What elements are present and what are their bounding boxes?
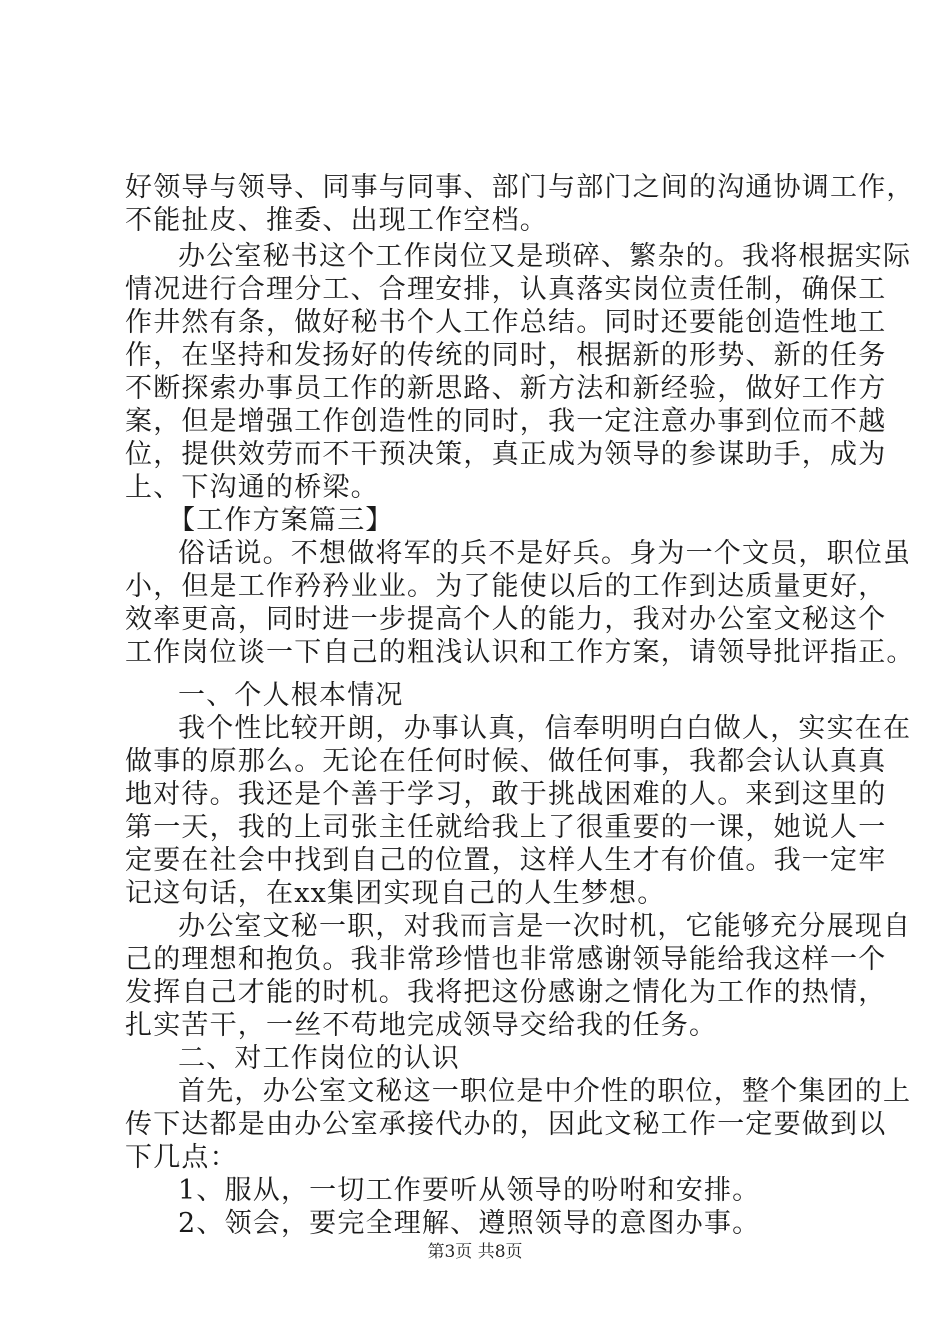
subsection-heading: 一、个人根本情况 bbox=[178, 680, 404, 711]
text-line: 效率更高，同时进一步提高个人的能力，我对办公室文秘这个 bbox=[125, 604, 887, 635]
section-heading: 【工作方案篇三】 bbox=[168, 505, 394, 536]
text-line: 定要在社会中找到自己的位置，这样人生才有价值。我一定牢 bbox=[125, 845, 887, 876]
text-line: 我个性比较开朗，办事认真，信奉明明白白做人，实实在在 bbox=[178, 713, 912, 744]
text-line: 不能扯皮、推委、出现工作空档。 bbox=[125, 205, 548, 236]
text-line: 作，在坚持和发扬好的传统的同时，根据新的形势、新的任务 bbox=[125, 340, 887, 371]
text-line: 己的理想和抱负。我非常珍惜也非常感谢领导能给我这样一个 bbox=[125, 944, 887, 975]
text-line: 小，但是工作矜矜业业。为了能使以后的工作到达质量更好， bbox=[125, 571, 887, 602]
text-line: 扎实苦干，一丝不苟地完成领导交给我的任务。 bbox=[125, 1010, 718, 1041]
text-line: 发挥自己才能的时机。我将把这份感谢之情化为工作的热情， bbox=[125, 977, 887, 1008]
subsection-heading: 二、对工作岗位的认识 bbox=[178, 1043, 460, 1074]
list-item: 1、服从，一切工作要听从领导的吩咐和安排。 bbox=[178, 1175, 761, 1206]
text-line: 情况进行合理分工、合理安排，认真落实岗位责任制，确保工 bbox=[125, 274, 887, 305]
text-line: 做事的原那么。无论在任何时候、做任何事，我都会认认真真 bbox=[125, 746, 887, 777]
text-line: 不断探索办事员工作的新思路、新方法和新经验，做好工作方 bbox=[125, 373, 887, 404]
text-line: 办公室秘书这个工作岗位又是琐碎、繁杂的。我将根据实际 bbox=[178, 241, 912, 272]
text-line: 作井然有条，做好秘书个人工作总结。同时还要能创造性地工 bbox=[125, 307, 887, 338]
text-line: 好领导与领导、同事与同事、部门与部门之间的沟通协调工作， bbox=[125, 172, 915, 203]
text-line: 地对待。我还是个善于学习，敢于挑战困难的人。来到这里的 bbox=[125, 779, 887, 810]
text-line: 记这句话，在xx集团实现自己的人生梦想。 bbox=[125, 878, 666, 909]
text-line: 第一天，我的上司张主任就给我上了很重要的一课，她说人一 bbox=[125, 812, 887, 843]
text-line: 工作岗位谈一下自己的粗浅认识和工作方案，请领导批评指正。 bbox=[125, 637, 915, 668]
text-line: 传下达都是由办公室承接代办的，因此文秘工作一定要做到以 bbox=[125, 1109, 887, 1140]
list-item: 2、领会，要完全理解、遵照领导的意图办事。 bbox=[178, 1208, 761, 1239]
page-number: 第3页 共8页 bbox=[427, 1242, 523, 1262]
text-line: 下几点： bbox=[125, 1142, 238, 1173]
text-line: 位，提供效劳而不干预决策，真正成为领导的参谋助手，成为 bbox=[125, 439, 887, 470]
text-line: 办公室文秘一职，对我而言是一次时机，它能够充分展现自 bbox=[178, 911, 912, 942]
text-line: 俗话说。不想做将军的兵不是好兵。身为一个文员，职位虽 bbox=[178, 538, 912, 569]
text-line: 首先，办公室文秘这一职位是中介性的职位，整个集团的上 bbox=[178, 1076, 912, 1107]
text-line: 上、下沟通的桥梁。 bbox=[125, 472, 379, 503]
text-line: 案，但是增强工作创造性的同时，我一定注意办事到位而不越 bbox=[125, 406, 887, 437]
